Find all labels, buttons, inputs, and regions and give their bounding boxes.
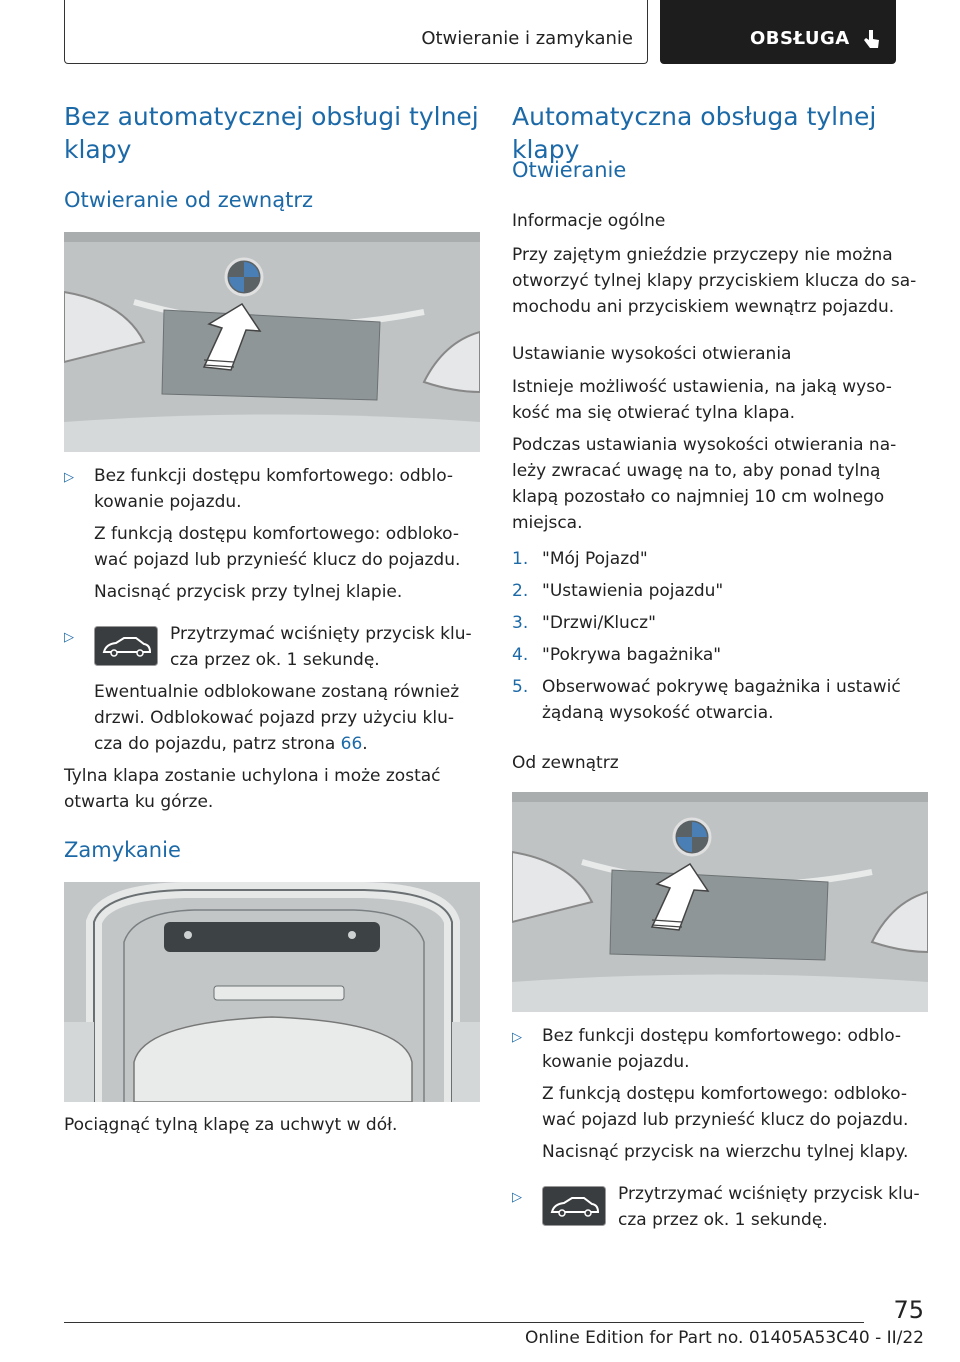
right-height2-line4: miejsca. xyxy=(512,513,583,533)
right-general-heading: Informacje ogólne xyxy=(512,211,666,231)
right-height-line1: Istnieje możliwość ustawienia, na jaką wyso- xyxy=(512,377,892,397)
right-general-line3: mochodu ani przyciskiem wewnątrz pojazdu. xyxy=(512,297,895,317)
step-number: 2. xyxy=(512,581,529,601)
header-section-title: Otwieranie i zamykanie xyxy=(421,28,633,49)
right-bullet1-line3: Z funkcją dostępu komfortowego: odbloko- xyxy=(542,1084,907,1104)
right-bullet2-line1: Przytrzymać wciśnięty przycisk klu- xyxy=(618,1184,920,1204)
step-text: "Ustawienia pojazdu" xyxy=(542,581,724,601)
step-number: 5. xyxy=(512,677,529,697)
step-text: "Pokrywa bagażnika" xyxy=(542,645,722,665)
left-title-line2: klapy xyxy=(64,135,132,164)
left-bullet1-line1: Bez funkcji dostępu komfortowego: odblo- xyxy=(94,466,454,486)
footer-divider xyxy=(64,1322,864,1323)
page-ref-text: cza do pojazdu, patrz strona xyxy=(94,734,341,754)
right-height-line2: kość ma się otwierać tylna klapa. xyxy=(512,403,796,423)
right-section-title: Automatyczna obsługa tylnej klapy xyxy=(512,102,877,164)
bullet-marker: ▷ xyxy=(512,1030,522,1045)
right-open-heading: Otwieranie xyxy=(512,158,627,182)
left-open-heading: Otwieranie od zewnątrz xyxy=(64,188,313,212)
right-general-line1: Przy zajętym gnieździe przyczepy nie można xyxy=(512,245,893,265)
header-chapter-title: OBSŁUGA xyxy=(750,28,850,49)
right-height2-line3: klapą pozostało co najmniej 10 cm wolnego xyxy=(512,487,885,507)
left-bullet1-line3: Z funkcją dostępu komfortowego: odbloko- xyxy=(94,524,459,544)
right-height-heading: Ustawianie wysokości otwierania xyxy=(512,344,792,364)
left-bullet1-line4: wać pojazd lub przynieść klucz do pojazdu. xyxy=(94,550,461,570)
right-bullet2-line2: cza przez ok. 1 sekundę. xyxy=(618,1210,828,1230)
left-after-line2: otwarta ku górze. xyxy=(64,792,214,812)
left-close-text: Pociągnąć tylną klapę za uchwyt w dół. xyxy=(64,1115,398,1135)
page-ref-period: . xyxy=(362,734,368,754)
bullet-marker: ▷ xyxy=(64,470,74,485)
tailgate-top-button-figure xyxy=(512,792,928,1012)
left-bullet2-line3: Ewentualnie odblokowane zostaną również xyxy=(94,682,460,702)
left-bullet1-line5: Nacisnąć przycisk przy tylnej klapie. xyxy=(94,582,403,602)
page-ref-link[interactable]: 66 xyxy=(340,734,363,754)
left-bullet2-line5 xyxy=(94,731,368,757)
open-trunk-handle-figure xyxy=(64,882,480,1102)
car-key-tailgate-button-icon xyxy=(542,1186,606,1226)
right-bullet1-line5: Nacisnąć przycisk na wierzchu tylnej klapy. xyxy=(542,1142,909,1162)
tailgate-handle-figure xyxy=(64,232,480,452)
right-bullet1-line1: Bez funkcji dostępu komfortowego: odblo- xyxy=(542,1026,902,1046)
left-bullet2-line2: cza przez ok. 1 sekundę. xyxy=(170,650,380,670)
page-number: 75 xyxy=(893,1296,924,1324)
step-text: Obserwować pokrywę bagażnika i ustawić xyxy=(542,677,901,697)
left-after-line1: Tylna klapa zostanie uchylona i może zostać xyxy=(64,766,441,786)
header-chapter-tab xyxy=(660,0,896,64)
left-close-heading: Zamykanie xyxy=(64,838,181,862)
right-outside-heading: Od zewnątrz xyxy=(512,753,619,773)
right-general-line2: otworzyć tylnej klapy przyciskiem klucza do sa- xyxy=(512,271,917,291)
right-bullet1-line2: kowanie pojazdu. xyxy=(542,1052,690,1072)
step-text: "Mój Pojazd" xyxy=(542,549,648,569)
bullet-marker: ▷ xyxy=(512,1190,522,1205)
footer-edition: Online Edition for Part no. 01405A53C40 - II/22 xyxy=(524,1328,924,1348)
step-number: 1. xyxy=(512,549,529,569)
right-bullet1-line4: wać pojazd lub przynieść klucz do pojazdu. xyxy=(542,1110,909,1130)
step-number: 3. xyxy=(512,613,529,633)
header-section-tab xyxy=(64,0,648,64)
car-key-tailgate-button-icon xyxy=(94,626,158,666)
left-bullet2-line1: Przytrzymać wciśnięty przycisk klu- xyxy=(170,624,472,644)
step-text-cont: żądaną wysokość otwarcia. xyxy=(542,703,774,723)
right-height2-line1: Podczas ustawiania wysokości otwierania na- xyxy=(512,435,897,455)
bullet-marker: ▷ xyxy=(64,630,74,645)
left-bullet2-line4: drzwi. Odblokować pojazd przy użyciu klu- xyxy=(94,708,455,728)
hand-pointer-icon xyxy=(860,28,882,52)
step-number: 4. xyxy=(512,645,529,665)
left-bullet1-line2: kowanie pojazdu. xyxy=(94,492,242,512)
step-text: "Drzwi/Klucz" xyxy=(542,613,656,633)
left-title-line1: Bez automatycznej obsługi tylnej xyxy=(64,102,479,131)
left-section-title xyxy=(64,100,479,166)
right-height2-line2: leży zwracać uwagę na to, aby ponad tylną xyxy=(512,461,881,481)
